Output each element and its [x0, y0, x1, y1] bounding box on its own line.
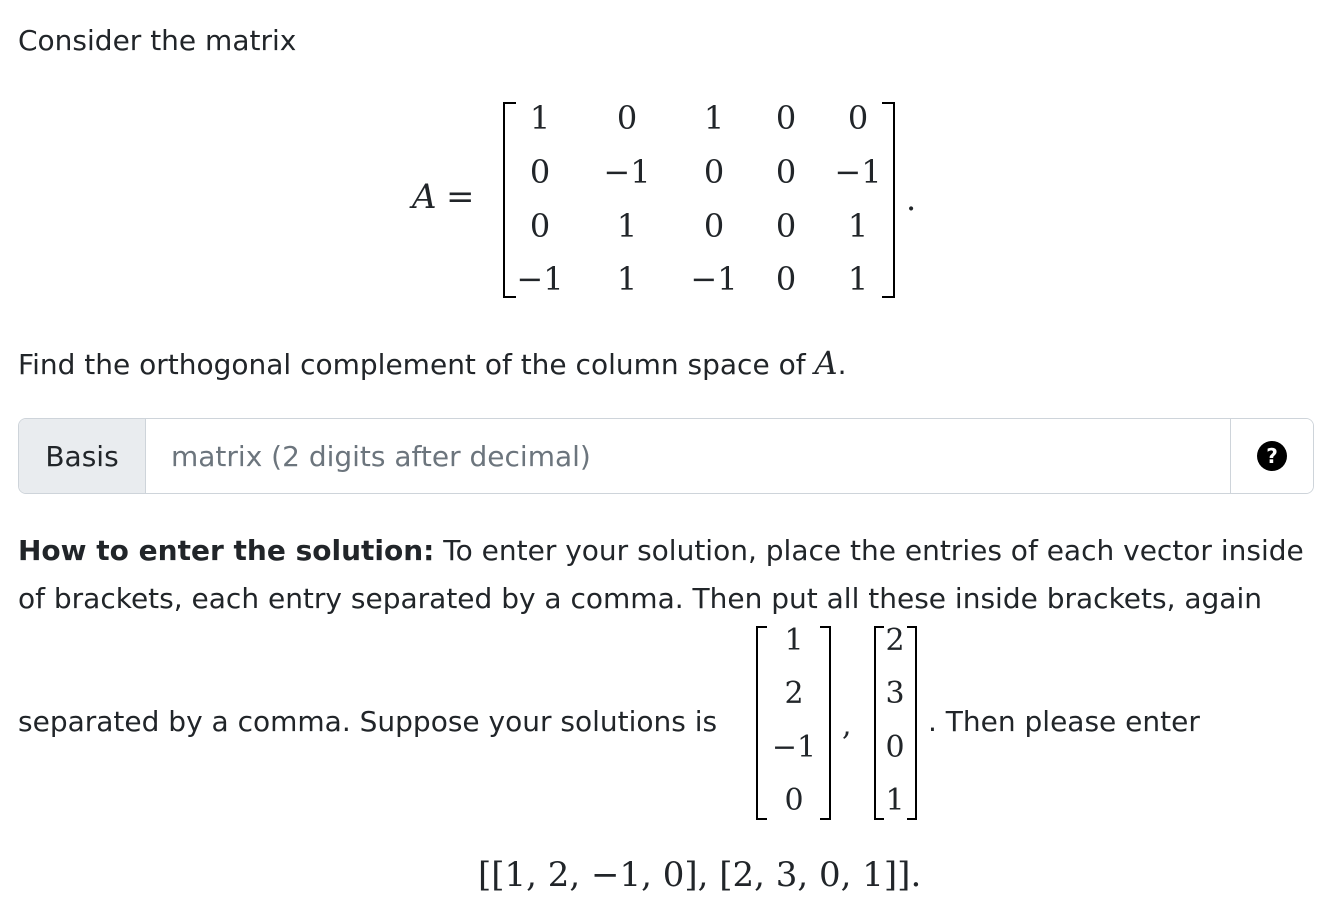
- matrix-cell: 0: [775, 207, 797, 245]
- matrix-cell: 0: [703, 153, 725, 191]
- matrix-cell: 0: [775, 260, 797, 298]
- instructions-bold-lead: How to enter the solution:: [18, 534, 435, 567]
- basis-answer-input[interactable]: [146, 419, 1230, 493]
- basis-label: Basis: [19, 419, 146, 493]
- matrix-cell: 0: [529, 153, 551, 191]
- instructions-line-3-suffix: . Then please enter: [928, 705, 1200, 738]
- matrix-cell: 0: [775, 99, 797, 137]
- matrix-cell: 0: [703, 207, 725, 245]
- help-button[interactable]: [1230, 419, 1313, 493]
- matrix-cell: −1: [603, 153, 651, 191]
- vector-entry: 1: [885, 783, 905, 818]
- matrix-name: A: [412, 177, 437, 217]
- matrix-cell: 0: [616, 99, 638, 137]
- help-symbol: ?: [1266, 444, 1278, 468]
- example-answer: [[1, 2, −1, 0], [2, 3, 0, 1]].: [478, 855, 922, 895]
- vector-entry: 0: [784, 783, 804, 818]
- matrix-cell: 1: [616, 260, 638, 298]
- instructions-line-3-prefix: separated by a comma. Suppose your solutions is: [18, 705, 718, 738]
- vector-entry: −1: [771, 730, 817, 765]
- matrix-cell: 1: [529, 99, 551, 137]
- vector-entry: 3: [885, 676, 905, 711]
- matrix-cell: −1: [516, 260, 564, 298]
- instructions-line-1: [18, 527, 1304, 575]
- matrix-equals-sign: =: [446, 177, 475, 217]
- answer-input-group: [18, 418, 1314, 494]
- question-circle-icon: [1257, 441, 1287, 471]
- vector-entry: 2: [885, 623, 905, 658]
- vector-left-bracket: [874, 626, 884, 820]
- vector-separator: ,: [842, 708, 852, 743]
- question-text: [18, 339, 846, 389]
- matrix-cell: −1: [690, 260, 738, 298]
- question-variable: A: [814, 344, 838, 382]
- vector-entry: 2: [784, 676, 804, 711]
- vector-left-bracket: [756, 626, 767, 820]
- vector-entry: 1: [784, 623, 804, 658]
- matrix-cell: 0: [847, 99, 869, 137]
- matrix-cell: 1: [847, 260, 869, 298]
- matrix-cell: 1: [703, 99, 725, 137]
- instructions-line-2: of brackets, each entry separated by a comma. Then put all these inside brackets, again: [18, 582, 1262, 615]
- matrix-cell: 1: [616, 207, 638, 245]
- matrix-cell: 1: [847, 207, 869, 245]
- matrix-period: .: [906, 180, 917, 218]
- vector-entry: 0: [885, 730, 905, 765]
- question-suffix: .: [837, 348, 847, 381]
- matrix-cell: −1: [834, 153, 882, 191]
- matrix-cell: 0: [775, 153, 797, 191]
- question-prefix: Find the orthogonal complement of the column space of: [18, 348, 815, 381]
- matrix-right-bracket: [882, 102, 895, 298]
- matrix-left-bracket: [503, 102, 516, 298]
- intro-text: Consider the matrix: [18, 24, 297, 57]
- vector-right-bracket: [907, 626, 917, 820]
- instructions-text: To enter your solution, place the entries of each vector inside: [434, 534, 1304, 567]
- matrix-cell: 0: [529, 207, 551, 245]
- vector-right-bracket: [820, 626, 831, 820]
